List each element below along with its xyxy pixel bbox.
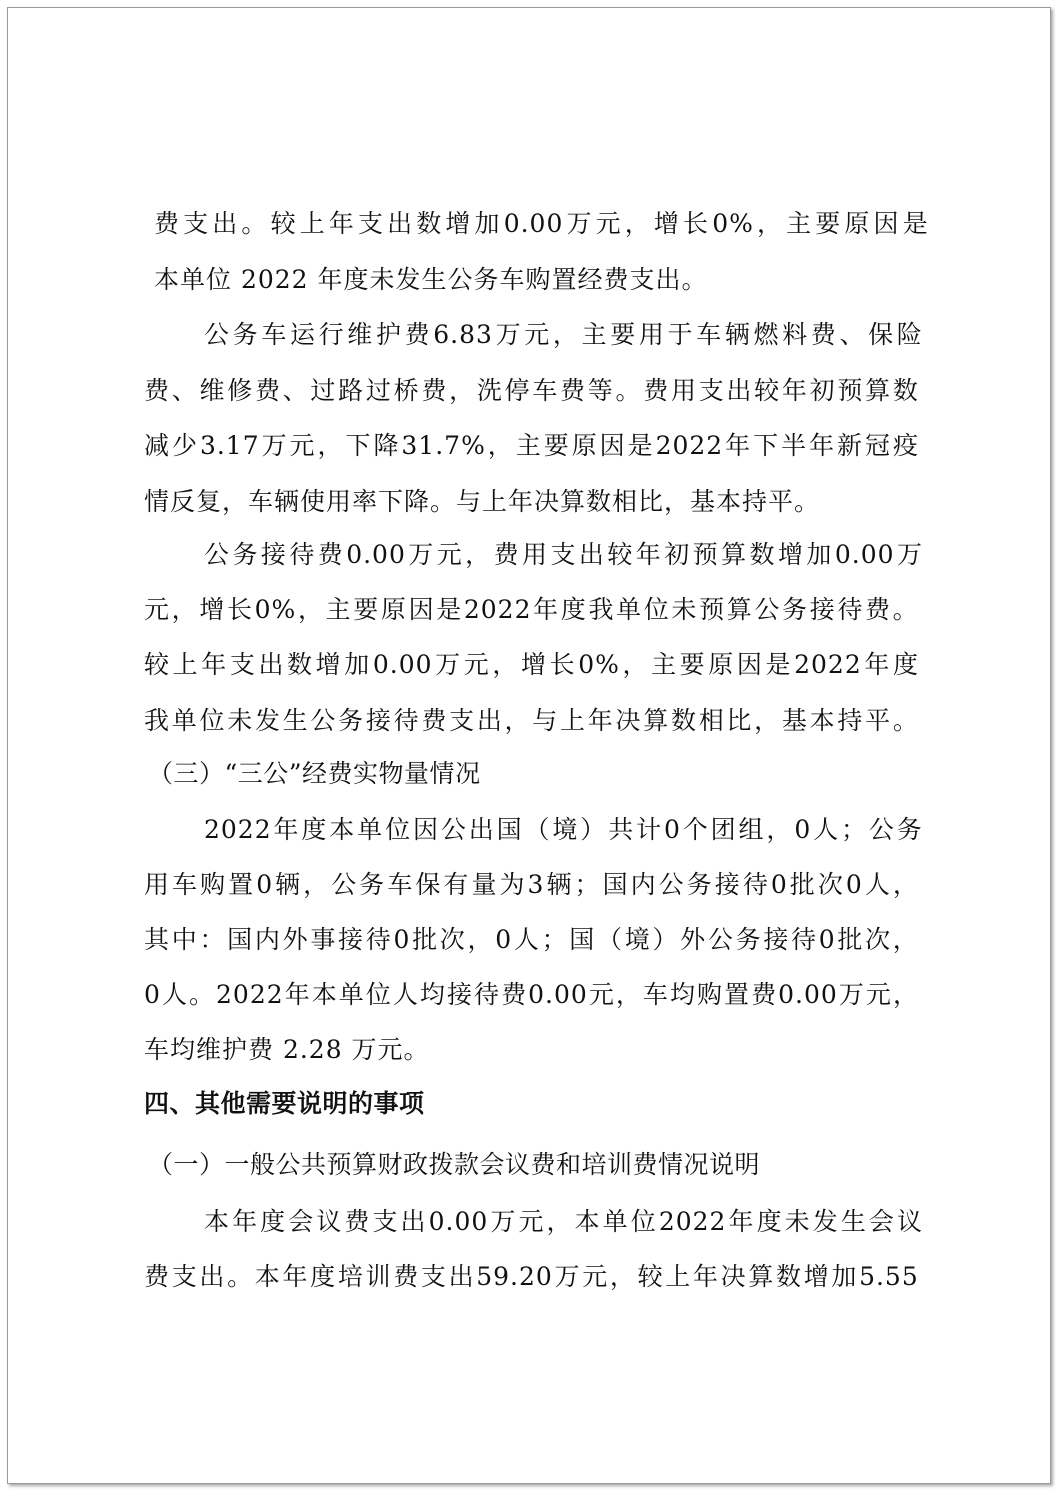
document-page: [7, 7, 1051, 1484]
text-line: 车均维护费 2.28 万元。: [144, 1035, 430, 1064]
chapter-heading: 四、其他需要说明的事项: [144, 1089, 425, 1118]
section-heading: （三）“三公”经费实物量情况: [148, 759, 481, 788]
section-heading: （一）一般公共预算财政拨款会议费和培训费情况说明: [148, 1150, 761, 1179]
text-line: 公 务 车 运 行 维 护 费 6.83 万 元 ， 主 要 用 于 车 辆 燃 料 费 、 保 险: [204, 320, 923, 349]
text-line: 0 人 。 2022 年 本 单 位 人 均 接 待 费 0.00 元 ， 车 均 购 置 费 0.00 万 元 ，: [144, 980, 919, 1009]
text-line: 情反复，车辆使用率下降。与上年决算数相比，基本持平。: [144, 487, 821, 516]
text-line: 费 支 出 。 较 上 年 支 出 数 增 加 0.00 万 元 ， 增 长 0% ， 主 要 原 因 是: [154, 209, 929, 238]
text-line: 本 年 度 会 议 费 支 出 0.00 万 元 ， 本 单 位 2022 年 度 未 发 生 会 议: [204, 1207, 923, 1236]
text-line: 我 单 位 未 发 生 公 务 接 待 费 支 出 ， 与 上 年 决 算 数 相 比 ， 基 本 持 平 。: [144, 706, 919, 735]
text-line: 元 ， 增 长 0% ， 主 要 原 因 是 2022 年 度 我 单 位 未 预 算 公 务 接 待 费 。: [144, 595, 919, 624]
text-line: 用 车 购 置 0 辆 ， 公 务 车 保 有 量 为 3 辆 ； 国 内 公 务 接 待 0 批 次 0 人 ，: [144, 870, 919, 899]
text-line: 公 务 接 待 费 0.00 万 元 ， 费 用 支 出 较 年 初 预 算 数 增 加 0.00 万: [204, 540, 923, 569]
text-line: 减 少 3.17 万 元 ， 下 降 31.7% ， 主 要 原 因 是 2022 年 下 半 年 新 冠 疫: [144, 431, 919, 460]
text-line: 较 上 年 支 出 数 增 加 0.00 万 元 ， 增 长 0% ， 主 要 原 因 是 2022 年 度: [144, 650, 919, 679]
text-line: 其 中 ： 国 内 外 事 接 待 0 批 次 ， 0 人 ； 国 （ 境 ） 外 公 务 接 待 0 批 次 ，: [144, 925, 919, 954]
text-line: 2022 年 度 本 单 位 因 公 出 国 （ 境 ） 共 计 0 个 团 组 ， 0 人 ； 公 务: [204, 815, 923, 844]
text-line: 费 支 出 。 本 年 度 培 训 费 支 出 59.20 万 元 ， 较 上 年 决 算 数 增 加 5.55: [144, 1262, 919, 1291]
text-line: 本单位 2022 年度未发生公务车购置经费支出。: [154, 265, 708, 294]
text-line: 费 、 维 修 费 、 过 路 过 桥 费 ， 洗 停 车 费 等 。 费 用 支 出 较 年 初 预 算 数: [144, 376, 919, 405]
